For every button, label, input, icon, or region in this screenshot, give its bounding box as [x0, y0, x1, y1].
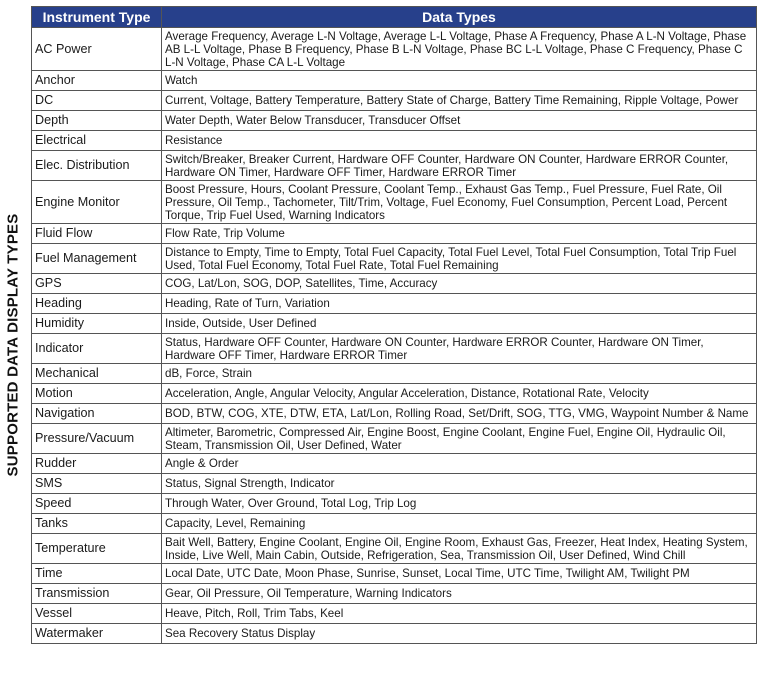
instrument-type-cell: Watermaker [32, 624, 162, 644]
table-row [32, 71, 757, 91]
table-row [32, 494, 757, 514]
header-instrument-type: Instrument Type [32, 7, 162, 28]
instrument-type-cell: AC Power [32, 28, 162, 71]
data-types-cell: Status, Hardware OFF Counter, Hardware ON Counter, Hardware ERROR Counter, Hardware ON Timer, Hardware OFF Timer, Hardware ERROR Timer [162, 334, 757, 364]
instrument-type-cell: Humidity [32, 314, 162, 334]
table-row [32, 564, 757, 584]
table-row [32, 28, 757, 71]
table-row [32, 404, 757, 424]
data-types-cell: Boost Pressure, Hours, Coolant Pressure, Coolant Temp., Exhaust Gas Temp., Fuel Pressure, Fuel Rate, Oil Pressure, Oil Temp., Tachometer, Tilt/Trim, Voltage, Fuel Economy, Fuel Consumption, Percent Load, Percent Torque, Trip Fuel Used, Warning Indicators [162, 181, 757, 224]
table-row [32, 131, 757, 151]
data-types-cell: Bait Well, Battery, Engine Coolant, Engine Oil, Engine Room, Exhaust Gas, Freezer, Heat Index, Heating System, Inside, Live Well, Main Cabin, Outside, Refrigeration, Sea, Transmission Oil, User Defined, Wind Chill [162, 534, 757, 564]
data-types-cell: Sea Recovery Status Display [162, 624, 757, 644]
data-types-cell: Switch/Breaker, Breaker Current, Hardware OFF Counter, Hardware ON Counter, Hardware ERROR Counter, Hardware ON Timer, Hardware OFF Timer, Hardware ERROR Timer [162, 151, 757, 181]
side-title-container [0, 0, 26, 691]
instrument-type-cell: Indicator [32, 334, 162, 364]
data-types-cell: Angle & Order [162, 454, 757, 474]
table-row [32, 584, 757, 604]
table-row [32, 384, 757, 404]
instrument-type-cell: Time [32, 564, 162, 584]
instrument-type-cell: Vessel [32, 604, 162, 624]
instrument-type-cell: Engine Monitor [32, 181, 162, 224]
instrument-type-cell: Fuel Management [32, 244, 162, 274]
table-row [32, 424, 757, 454]
data-types-cell: COG, Lat/Lon, SOG, DOP, Satellites, Time, Accuracy [162, 274, 757, 294]
instrument-type-cell: Elec. Distribution [32, 151, 162, 181]
data-types-cell: Through Water, Over Ground, Total Log, Trip Log [162, 494, 757, 514]
table-row [32, 294, 757, 314]
data-types-cell: Altimeter, Barometric, Compressed Air, Engine Boost, Engine Coolant, Engine Fuel, Engine Oil, Hydraulic Oil, Steam, Transmission Oil, User Defined, Water [162, 424, 757, 454]
instrument-type-cell: Depth [32, 111, 162, 131]
table-row [32, 151, 757, 181]
instrument-type-cell: Heading [32, 294, 162, 314]
data-types-cell: Heading, Rate of Turn, Variation [162, 294, 757, 314]
data-types-cell: Watch [162, 71, 757, 91]
table-row [32, 624, 757, 644]
table-row [32, 91, 757, 111]
instrument-type-cell: GPS [32, 274, 162, 294]
table-row [32, 274, 757, 294]
data-types-cell: Current, Voltage, Battery Temperature, Battery State of Charge, Battery Time Remaining, Ripple Voltage, Power [162, 91, 757, 111]
instrument-type-cell: Transmission [32, 584, 162, 604]
data-types-cell: Flow Rate, Trip Volume [162, 224, 757, 244]
data-types-cell: Resistance [162, 131, 757, 151]
side-title: SUPPORTED DATA DISPLAY TYPES [4, 213, 22, 477]
data-types-cell: Capacity, Level, Remaining [162, 514, 757, 534]
table-row [32, 514, 757, 534]
header-data-types: Data Types [162, 7, 757, 28]
data-types-cell: BOD, BTW, COG, XTE, DTW, ETA, Lat/Lon, Rolling Road, Set/Drift, SOG, TTG, VMG, Waypoint Number & Name [162, 404, 757, 424]
data-types-cell: Acceleration, Angle, Angular Velocity, Angular Acceleration, Distance, Rotational Rate, Velocity [162, 384, 757, 404]
table-row [32, 454, 757, 474]
table-row [32, 314, 757, 334]
data-types-cell: Status, Signal Strength, Indicator [162, 474, 757, 494]
data-types-cell: Heave, Pitch, Roll, Trim Tabs, Keel [162, 604, 757, 624]
table-row [32, 111, 757, 131]
data-types-cell: Distance to Empty, Time to Empty, Total Fuel Capacity, Total Fuel Level, Total Fuel Consumption, Total Trip Fuel Used, Total Fuel Economy, Total Fuel Rate, Total Fuel Remaining [162, 244, 757, 274]
data-types-table [31, 6, 757, 644]
instrument-type-cell: Electrical [32, 131, 162, 151]
data-types-cell: dB, Force, Strain [162, 364, 757, 384]
table-row [32, 181, 757, 224]
table-row [32, 534, 757, 564]
data-types-cell: Gear, Oil Pressure, Oil Temperature, Warning Indicators [162, 584, 757, 604]
data-types-cell: Average Frequency, Average L-N Voltage, Average L-L Voltage, Phase A Frequency, Phase A L-N Voltage, Phase AB L-L Voltage, Phase B Frequency, Phase B L-N Voltage, Phase BC L-L Voltage, Phase C Frequency, Phase C L-N Voltage, Phase CA L-L Voltage [162, 28, 757, 71]
instrument-type-cell: SMS [32, 474, 162, 494]
instrument-type-cell: Anchor [32, 71, 162, 91]
instrument-type-cell: DC [32, 91, 162, 111]
instrument-type-cell: Tanks [32, 514, 162, 534]
instrument-type-cell: Speed [32, 494, 162, 514]
table-row [32, 334, 757, 364]
table-row [32, 244, 757, 274]
table-row [32, 224, 757, 244]
instrument-type-cell: Rudder [32, 454, 162, 474]
table-row [32, 364, 757, 384]
table-row [32, 474, 757, 494]
table-row [32, 604, 757, 624]
instrument-type-cell: Fluid Flow [32, 224, 162, 244]
instrument-type-cell: Navigation [32, 404, 162, 424]
data-types-cell: Local Date, UTC Date, Moon Phase, Sunrise, Sunset, Local Time, UTC Time, Twilight AM, Twilight PM [162, 564, 757, 584]
instrument-type-cell: Temperature [32, 534, 162, 564]
table-header-row [32, 7, 757, 28]
data-types-cell: Inside, Outside, User Defined [162, 314, 757, 334]
instrument-type-cell: Pressure/Vacuum [32, 424, 162, 454]
instrument-type-cell: Motion [32, 384, 162, 404]
instrument-type-cell: Mechanical [32, 364, 162, 384]
data-types-cell: Water Depth, Water Below Transducer, Transducer Offset [162, 111, 757, 131]
